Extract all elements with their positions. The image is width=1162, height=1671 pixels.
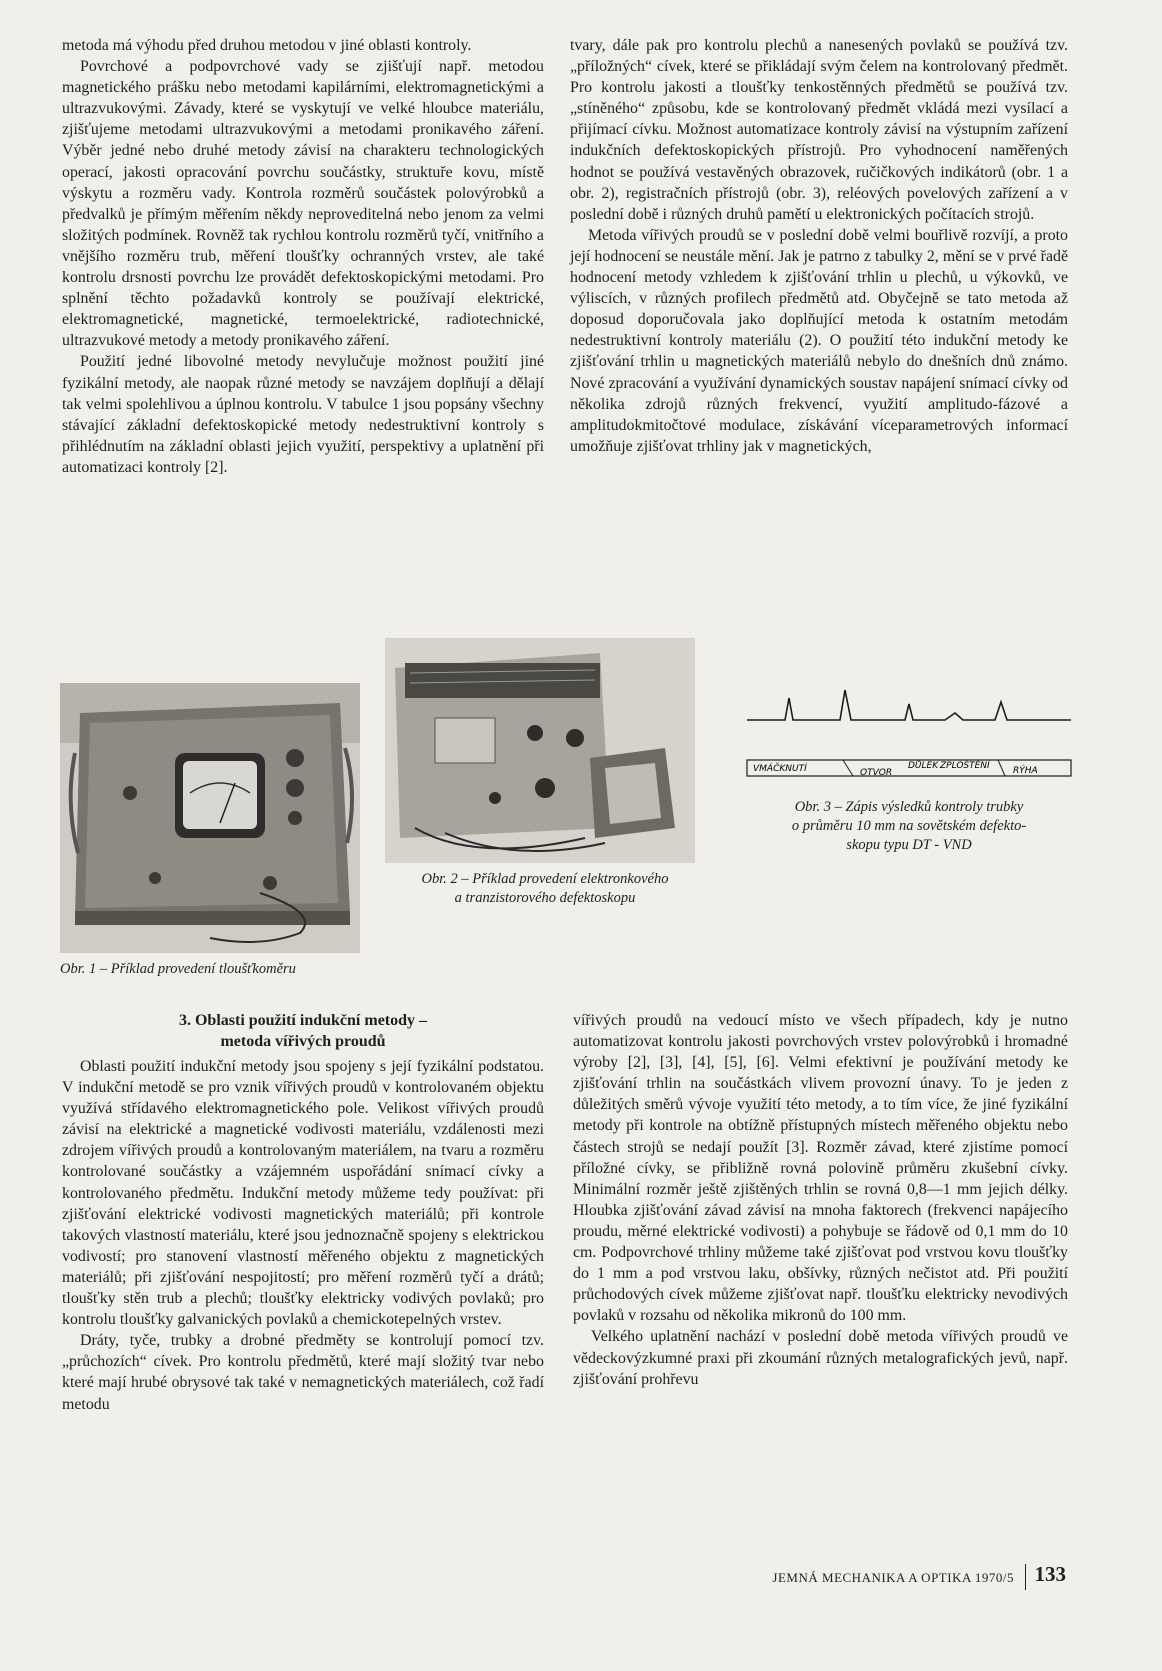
figure-3-caption-line-1: Obr. 3 – Zápis výsledků kontroly trubky — [794, 799, 1024, 815]
fig3-label-otvor: OTVOR — [860, 768, 893, 778]
figure-2-caption-line-2: a tranzistorového defektoskopu — [454, 890, 636, 906]
section-heading — [62, 1010, 544, 1052]
paragraph: Povrchové a podpovrchové vady se zjišťují např. metodou magnetického prášku nebo metodami kapilárními, elektromagnetickými a ultrazvukovými. Závady, které se vyskytují ve velké hloubce materiálu, zjišťujeme metodami ultrazvukovými a metodami pronikavého záření. Výběr jedné nebo druhé metody závisí na charakteru technologických operací, jakosti opracování povrchu součástky, struktuře kovu, místě výskytu a rozměru vady. Kontrola rozměrů součástek polovýrobků a předvalků je přímým měřením někdy neproveditelná nebo jenom za velmi složitých podmínek. Rovněž tak rychlou kontrolu rozměrů tyčí, vnitřního a vnějšího rozměru trub, měření tloušťky ochranných vrstev, ale také kontrolu drsnosti povrchu lze provádět defektoskopickými metodami. Pro splnění těchto požadavků kontroly se používají elektrické, elektromagnetické, magnetické, termoelektrické, radiotechnické, ultrazvukové metody a metody pronikavého záření. — [62, 58, 544, 350]
figure-1-photo — [60, 683, 360, 953]
footer-divider — [1025, 1564, 1026, 1590]
figure-1-caption: Obr. 1 – Příklad provedení tloušťkoměru — [60, 961, 296, 977]
figure-3-recording — [745, 680, 1073, 790]
figure-3-caption — [745, 798, 1073, 855]
figure-3-caption-line-2: o průměru 10 mm na sovětském defekto- — [791, 818, 1027, 834]
column-bottom-left — [62, 1010, 544, 1415]
paragraph: Metoda vířivých proudů se v poslední době velmi bouřlivě rozvíjí, a proto její hodnocení se neustále mění. Jak je patrno z tabulky 2, mění se v prvé řadě hodnocení metody vzhledem k zjišťování trhlin u plechů, u výkovků, ve výliscích, v různých profilech předmětů atd. Obyčejně se tato metoda až doposud doporučovala jako doplňující metoda k ostatním metodám nedestruktivní kontroly materiálu (2). O použití této indukční metody ke zjišťování trhlin u magnetických materiálů nebylo do dnešních dnů známo. Nové zpracování a využívání dynamických soustav napájení snímací cívky od několika zdrojů různých frekvencí, využití amplitudo-fázové a amplitudokmitočtové modulace, získávání víceparametrových informací umožňuje zjišťovat trhliny jak v magnetických, — [570, 226, 1068, 455]
column-top-left — [62, 35, 544, 478]
recording-trace — [745, 680, 1073, 790]
paragraph: Velkého uplatnění nachází v poslední době metoda vířivých proudů ve vědeckovýzkumné praxi při zkoumání různých metalografických jevů, např. zjišťování prohřevu — [573, 1328, 1068, 1388]
paragraph: Oblasti použití indukční metody jsou spojeny s její fyzikální podstatou. V indukční metodě se pro vznik vířivých proudů v kontrolovaném objektu využívá střídavého elektromagnetického pole. Velikost vířivých proudů závisí na elektrické a magnetické vodivosti materiálu, vzdálenosti mezi zdrojem vířivých proudů a kontrolovaným materiálem, na tvaru a rozměru kontrolované součástky a vzájemném uspořádání snímací cívky a kontrolovaného předmětu. Indukční metody můžeme tedy používat: při zjišťování elektrické vodivosti magnetických materiálů; při kontrole takových vlastností materiálu, které jsou jednoznačně spojeny s elektrickou vodivostí; pro stanovení vlastností měřeného objektu z magnetických materiálů; při zjišťování nespojitostí; pro měření rozměrů tyčí a drátů; tloušťky stěn trub a plechů; tloušťky elektricky vodivých povlaků; pro kontrolu tloušťky galvanických povlaků a chemickotepelných vrstev. — [62, 1058, 544, 1329]
journal-name: JEMNÁ MECHANIKA A OPTIKA 1970/5 — [772, 1570, 1014, 1585]
figure-2-caption — [395, 870, 695, 908]
thickness-gauge-illustration — [60, 683, 360, 953]
fig3-label-ryha: RÝHA — [1013, 766, 1038, 776]
defectoscope-illustration — [385, 638, 695, 863]
column-bottom-right — [573, 1010, 1068, 1390]
figure-2-photo — [385, 638, 695, 863]
page-footer — [760, 1562, 1072, 1592]
fig3-label-zplosteni: ZPLOŠTĚNÍ — [940, 761, 990, 771]
fig3-label-vmacknuti: VMÁČKNUTÍ — [753, 764, 807, 774]
page-number: 133 — [1034, 1562, 1066, 1586]
figure-2-caption-line-1: Obr. 2 – Příklad provedení elektronkového — [421, 871, 669, 887]
paragraph: Dráty, tyče, trubky a drobné předměty se kontrolují pomocí tzv. „průchozích“ cívek. Pro kontrolu předmětů, které mají složitý tvar nebo které mají hrubé obrysové tak také v nemagnetických materiálech, což řadí metodu — [62, 1332, 544, 1413]
figure-3-caption-line-3: skopu typu DT - VND — [846, 837, 972, 853]
paragraph: vířivých proudů na vedoucí místo ve všech případech, kdy je nutno automatizovat kontrolu jakosti povrchových vrstev polovýrobků i hromadné výroby [2], [3], [4], [5], [6]. Velmi efektivní je používání metody ke zjišťování trhlin na součástkách vlivem provozní únavy. To je jeden z důležitých směrů vývoje využití této metody, a to tím více, že jiné fyzikální metody při kontrole na obtížně přístupných místech měřeného objektu nebo částech strojů se nedají použít [3]. Rozměr závad, které zjistíme pomocí příložné cívky, se přibližně rovná polovině průměru zkušební cívky. Minimální rozměr ještě zjištěných trhlin se rovná 0,8—1 mm jejich délky. Hloubka zjišťování závad závisí na mnoha faktorech (frekvenci napájecího proudu, měrné elektrické vodivosti) a pohybuje se řádově od 0,1 mm do 10 cm. Podpovrchové trhliny můžeme také zjišťovat pod vrstvou kovu tloušťky do 1 mm a pod vrstvou laku, obšívky, různých nečistot atd. Při použití průchodových cívek můžeme zjišťovat např. tloušťku elektricky nevodivých povlaků v rozsahu od několika mikronů do 100 mm. — [573, 1012, 1068, 1325]
section-heading-line-2: metoda vířivých proudů — [220, 1033, 386, 1050]
column-top-right — [570, 35, 1068, 457]
paragraph: metoda má výhodu před druhou metodou v jiné oblasti kontroly. — [62, 37, 472, 54]
paragraph: tvary, dále pak pro kontrolu plechů a nanesených povlaků se používá tzv. „příložných“ cívek, které se přikládají svým čelem na kontrolovaný předmět. Pro kontrolu jakosti a tloušťky tenkostěnných předmětů se používá tzv. „stíněného“ způsobu, kde se kontrolovaný předmět vkládá mezi vysílací a přijímací cívku. Možnost automatizace kontroly závisí na výstupním zařízení indukčních defektoskopických přístrojů. Pro vyhodnocení naměřených hodnot se používá vestavěných obrazovek, ručičkových indikátorů (obr. 1 a obr. 2), registračních přístrojů (obr. 3), reléových povelových zařízení a v poslední době i různých druhů pamětí u elektronických počítacích strojů. — [570, 37, 1068, 223]
section-heading-line-1: 3. Oblasti použití indukční metody – — [178, 1012, 428, 1029]
fig3-label-dulek: DŮLEK — [908, 761, 939, 771]
paragraph: Použití jedné libovolné metody nevylučuje možnost použití jiné fyzikální metody, ale naopak různé metody se navzájem doplňují a dělají tak velmi spolehlivou a úplnou kontrolu. V tabulce 1 jsou popsány všechny stávající základní defektoskopické metody nedestruktivní kontroly s přihlédnutím na základní oblasti jejich využití, perspektivy a uplatnění při automatizaci kontroly [2]. — [62, 353, 544, 476]
